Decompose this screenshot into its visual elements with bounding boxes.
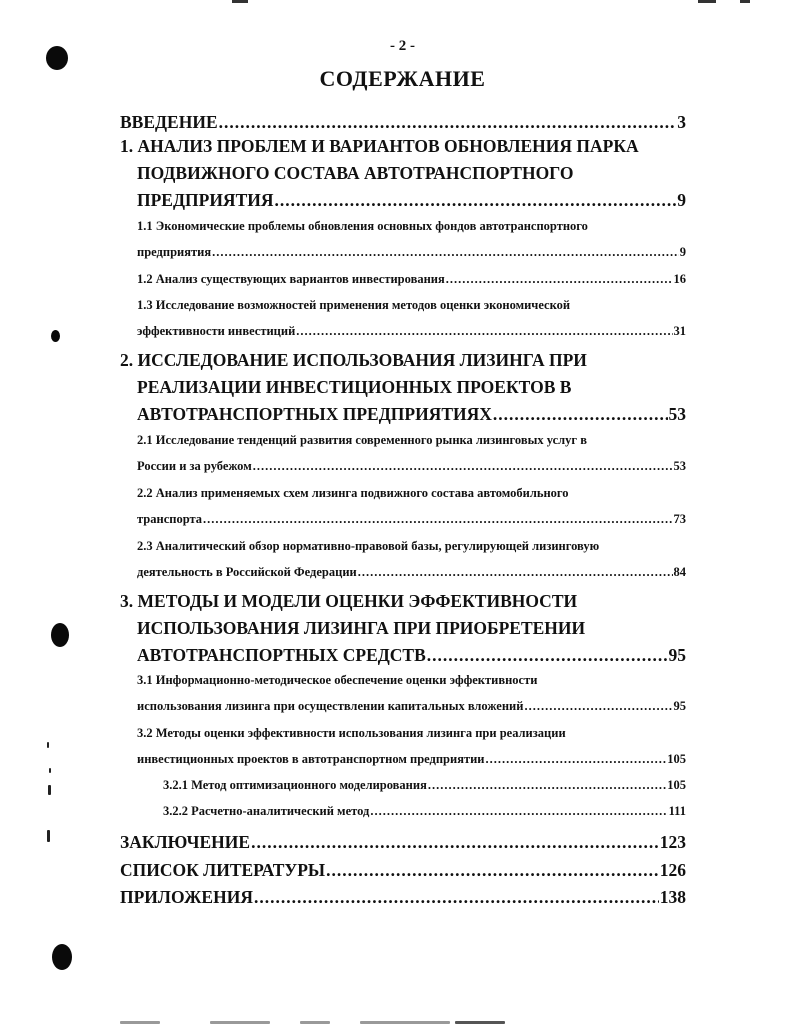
toc-section-3-2-line-1[interactable]: 3.2 Методы оценки эффективности использования лизинга при реализации (137, 726, 566, 740)
toc-page-number: 53 (668, 404, 686, 424)
toc-entry-appendices[interactable] (120, 887, 686, 908)
toc-section-1-1-line-1[interactable]: 1.1 Экономические проблемы обновления основных фондов автотранспортного (137, 219, 588, 233)
dot-leader (203, 512, 672, 527)
toc-section-2-2-line-1[interactable]: 2.2 Анализ применяемых схем лизинга подвижного состава автомобильного (137, 486, 569, 500)
toc-entry-label: СПИСОК ЛИТЕРАТУРЫ (120, 860, 326, 880)
toc-entry-label: деятельность в Российской Федерации (137, 565, 357, 579)
toc-section-2-3-last-line[interactable] (137, 565, 686, 580)
toc-entry-label: АВТОТРАНСПОРТНЫХ ПРЕДПРИЯТИЯХ (137, 404, 492, 424)
toc-entry-label: АВТОТРАНСПОРТНЫХ СРЕДСТВ (137, 645, 426, 665)
toc-section-2-1-line-1[interactable]: 2.1 Исследование тенденций развития современного рынка лизинговых услуг в (137, 433, 587, 447)
dot-leader (219, 112, 677, 133)
toc-entry-label: использования лизинга при осуществлении капитальных вложений (137, 699, 524, 713)
toc-page-number: 31 (673, 324, 686, 338)
page-title: СОДЕРЖАНИЕ (319, 66, 486, 91)
toc-chapter-2-line-2[interactable]: РЕАЛИЗАЦИИ ИНВЕСТИЦИОННЫХ ПРОЕКТОВ В (137, 377, 572, 397)
toc-entry-label: 3.2.1 Метод оптимизационного моделирования (163, 778, 427, 792)
toc-page-number: 73 (673, 512, 686, 526)
toc-page-number: 123 (659, 832, 686, 852)
toc-section-2-1-last-line[interactable] (137, 459, 686, 474)
toc-entry-introduction[interactable] (120, 112, 686, 133)
toc-section-2-2-last-line[interactable] (137, 512, 686, 527)
toc-page-number: 16 (673, 272, 686, 286)
toc-chapter-1-line-2[interactable]: ПОДВИЖНОГО СОСТАВА АВТОТРАНСПОРТНОГО (137, 163, 574, 183)
toc-page-number: 111 (668, 804, 686, 818)
toc-entry-label: предприятия (137, 245, 212, 259)
toc-entry-label: эффективности инвестиций (137, 324, 296, 338)
toc-section-1-2[interactable] (137, 272, 686, 287)
toc-section-2-3-line-1[interactable]: 2.3 Аналитический обзор нормативно-правовой базы, регулирующей лизинговую (137, 539, 600, 553)
dot-leader (358, 565, 673, 580)
dot-leader (370, 804, 667, 819)
toc-entry-label: 3.2.2 Расчетно-аналитический метод (163, 804, 370, 818)
dot-leader (251, 832, 659, 853)
toc-page-number: 84 (673, 565, 686, 579)
dot-leader (212, 245, 679, 260)
toc-page-number: 95 (673, 699, 686, 713)
toc-section-3-1-last-line[interactable] (137, 699, 686, 714)
dot-leader (524, 699, 672, 714)
toc-section-1-1-last-line[interactable] (137, 245, 686, 260)
toc-entry-label: ПРЕДПРИЯТИЯ (137, 190, 274, 210)
toc-entry-label: ЗАКЛЮЧЕНИЕ (120, 832, 251, 852)
dot-leader (296, 324, 672, 339)
dot-leader (326, 860, 659, 881)
dot-leader (493, 404, 668, 425)
toc-page-number: 105 (667, 752, 686, 766)
dot-leader (486, 752, 667, 767)
dot-leader (446, 272, 673, 287)
toc-entry-label: транспорта (137, 512, 203, 526)
toc-chapter-2-last-line[interactable] (137, 404, 686, 425)
toc-entry-references[interactable] (120, 860, 686, 881)
toc-page-number: 105 (667, 778, 686, 792)
toc-page-number: 138 (659, 887, 686, 907)
toc-chapter-2-line-1[interactable]: 2. ИССЛЕДОВАНИЕ ИСПОЛЬЗОВАНИЯ ЛИЗИНГА ПРИ (120, 350, 587, 370)
dot-leader (253, 459, 673, 474)
toc-section-1-3-last-line[interactable] (137, 324, 686, 339)
toc-section-3-2-last-line[interactable] (137, 752, 686, 767)
toc-chapter-1-last-line[interactable] (137, 190, 686, 211)
toc-page-number: 95 (668, 645, 686, 665)
toc-subsection-3-2-2[interactable] (163, 804, 686, 819)
toc-page-number: 9 (679, 245, 686, 259)
toc-subsection-3-2-1[interactable] (163, 778, 686, 793)
toc-section-1-3-line-1[interactable]: 1.3 Исследование возможностей применения методов оценки экономической (137, 298, 571, 312)
toc-entry-conclusion[interactable] (120, 832, 686, 853)
toc-section-3-1-line-1[interactable]: 3.1 Информационно-методическое обеспечение оценки эффективности (137, 673, 538, 687)
dot-leader (428, 778, 666, 793)
toc-chapter-1-line-1[interactable]: 1. АНАЛИЗ ПРОБЛЕМ И ВАРИАНТОВ ОБНОВЛЕНИЯ ПАРКА (120, 136, 639, 156)
toc-chapter-3-line-2[interactable]: ИСПОЛЬЗОВАНИЯ ЛИЗИНГА ПРИ ПРИОБРЕТЕНИИ (137, 618, 586, 638)
toc-entry-label: инвестиционных проектов в автотранспортном предприятии (137, 752, 485, 766)
toc-chapter-3-last-line[interactable] (137, 645, 686, 666)
toc-chapter-3-line-1[interactable]: 3. МЕТОДЫ И МОДЕЛИ ОЦЕНКИ ЭФФЕКТИВНОСТИ (120, 591, 578, 611)
toc-page-number: 3 (677, 112, 686, 132)
page-number: - 2 - (390, 38, 415, 54)
toc-page-number: 126 (659, 860, 686, 880)
toc-entry-label: ПРИЛОЖЕНИЯ (120, 887, 253, 907)
dot-leader (254, 887, 659, 908)
toc-page-number: 53 (673, 459, 686, 473)
dot-leader (275, 190, 677, 211)
toc-entry-label: 1.2 Анализ существующих вариантов инвестирования (137, 272, 445, 286)
toc-entry-label: ВВЕДЕНИЕ (120, 112, 218, 132)
toc-entry-label: России и за рубежом (137, 459, 252, 473)
dot-leader (427, 645, 668, 666)
toc-page-number: 9 (677, 190, 686, 210)
